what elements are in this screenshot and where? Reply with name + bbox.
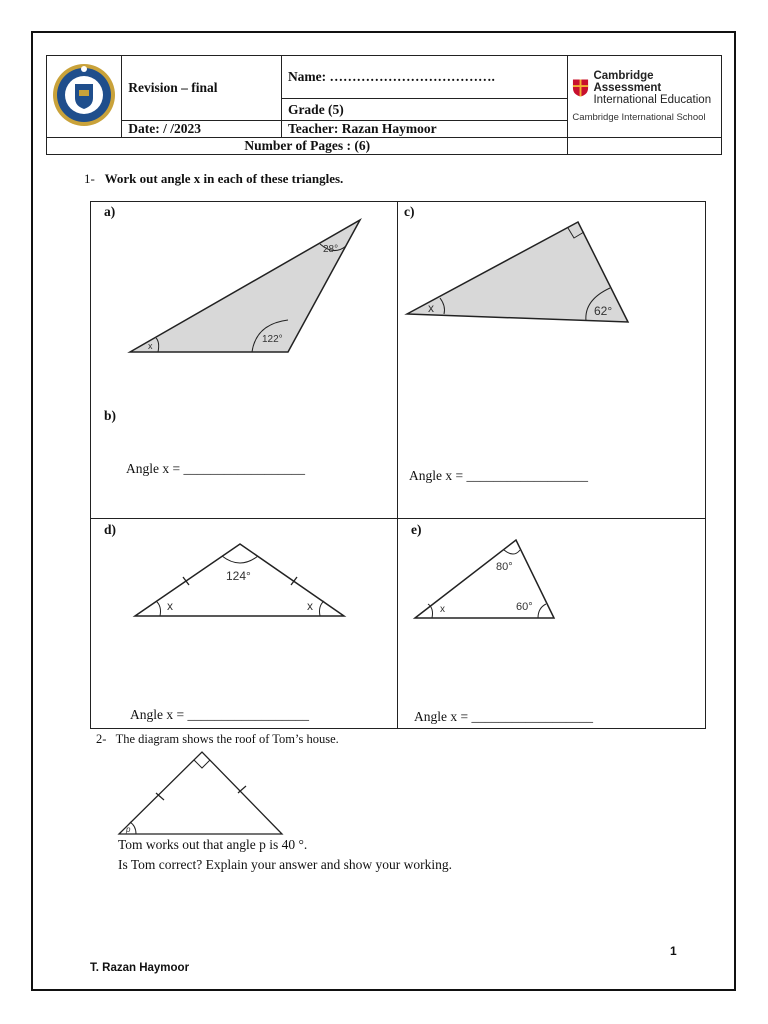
answer-line-d: Angle x = __________________ — [130, 707, 309, 722]
question-2-task: Is Tom correct? Explain your answer and show your working. — [118, 857, 452, 872]
question-1-number: 1- — [84, 171, 95, 186]
part-c-label: c) — [404, 204, 415, 219]
empty-cell — [568, 138, 722, 155]
angle-e-80: 80° — [496, 561, 513, 573]
triangle-c-diagram — [402, 214, 634, 328]
answer-line-c: Angle x = __________________ — [409, 468, 588, 483]
triangle-e-diagram — [410, 534, 560, 622]
part-b-label: b) — [104, 408, 117, 423]
grade-field: Grade (5) — [281, 99, 567, 121]
angle-a-28: 28° — [323, 244, 339, 255]
exam-board-cell — [568, 56, 722, 138]
question-2-statement: Tom works out that angle p is 40 °. — [118, 837, 308, 852]
date-field: Date: / /2023 — [122, 121, 282, 138]
question-1-prompt: Work out angle x in each of these triangles. — [104, 171, 344, 186]
answer-line-b: Angle x = __________________ — [126, 461, 305, 476]
angle-c-x: x — [428, 301, 434, 315]
header-table — [46, 55, 722, 155]
revision-title: Revision – final — [122, 56, 282, 121]
school-logo — [47, 56, 122, 138]
question-2-heading — [96, 732, 339, 747]
answer-line-e: Angle x = __________________ — [414, 709, 593, 724]
part-d-label: d) — [104, 522, 117, 537]
part-a-label: a) — [104, 204, 116, 219]
part-e-label: e) — [411, 522, 422, 537]
page-number: 1 — [670, 944, 677, 958]
triangle-d-diagram — [130, 536, 350, 622]
angle-e-x: x — [440, 604, 445, 615]
footer-author: T. Razan Haymoor — [90, 962, 190, 974]
angle-e-60: 60° — [516, 601, 533, 613]
angle-p-label: p — [126, 825, 131, 834]
school-name: Cambridge International School — [572, 112, 706, 123]
teacher-field: Teacher: Razan Haymoor — [281, 121, 567, 138]
school-crest-icon — [51, 62, 117, 128]
question-2-prompt: The diagram shows the roof of Tom’s house. — [115, 732, 339, 746]
student-name-field: Name: ………………………………. — [281, 56, 567, 99]
angle-c-62: 62° — [594, 304, 613, 318]
triangle-a-diagram — [120, 212, 370, 358]
question-2-number: 2- — [96, 732, 107, 746]
angle-d-124: 124° — [226, 569, 251, 583]
angle-a-122: 122° — [262, 334, 283, 345]
board-name: Cambridge Assessment — [593, 70, 662, 94]
page-count: Number of Pages : (6) — [47, 138, 568, 155]
cambridge-shield-icon — [572, 78, 589, 98]
angle-d-x-right: x — [307, 599, 313, 613]
angle-a-x: x — [148, 341, 153, 351]
roof-diagram — [114, 748, 284, 840]
question-1-heading — [84, 171, 343, 187]
angle-d-x-left: x — [167, 599, 173, 613]
board-subtitle: International Education — [593, 94, 712, 106]
